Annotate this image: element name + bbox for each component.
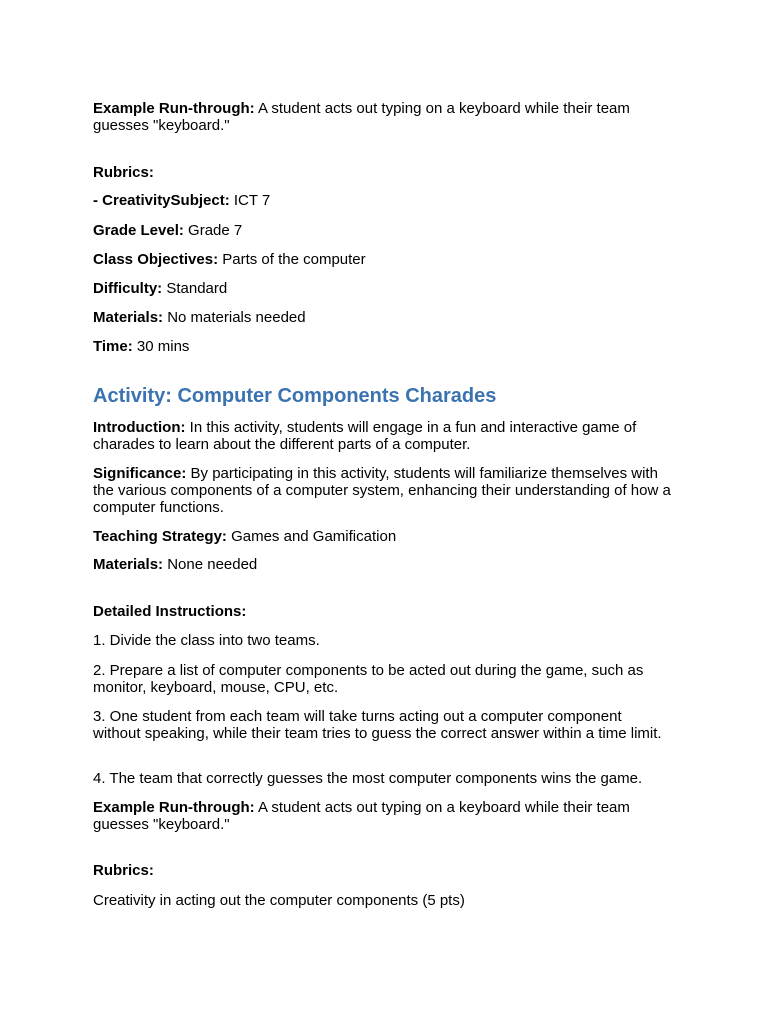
activity-title: Activity: Computer Components Charades [93,385,497,407]
materials-top-line [93,309,673,326]
field-text: In this activity, students will engage in a fun and interactive game of charades to learn about the different parts of a computer. [93,419,637,453]
field-label: Introduction: [93,419,186,436]
instruction-item: 3. One student from each team will take turns acting out a computer component without speaking, while their team tries to guess the correct answer within a time limit. [93,708,662,742]
field-label: Time: [93,338,133,355]
creativity-subject-line [93,192,673,209]
significance-paragraph [93,465,673,516]
instruction-item: 2. Prepare a list of computer components to be acted out during the game, such as monitor, keyboard, mouse, CPU, etc. [93,662,644,696]
example-run-through-top [93,100,673,134]
field-value: Standard [162,280,228,297]
grade-level-line [93,222,673,239]
field-label: Example Run-through: [93,100,255,117]
field-label: Teaching Strategy: [93,528,227,545]
field-value: Games and Gamification [226,528,397,545]
rubrics-heading-top: Rubrics: [93,164,154,181]
field-label: Example Run-through: [93,799,255,816]
field-value: 30 mins [132,338,190,355]
detailed-instructions-heading: Detailed Instructions: [93,603,247,620]
field-label: Grade Level: [93,222,184,239]
field-value: No materials needed [163,309,306,326]
materials-activity-line [93,556,673,573]
field-value: ICT 7 [229,192,271,209]
instruction-item: 4. The team that correctly guesses the most computer components wins the game. [93,770,643,787]
field-label: Difficulty: [93,280,163,297]
field-text: A student acts out typing on a keyboard while their team guesses "keyboard." [93,100,630,134]
instruction-item: 1. Divide the class into two teams. [93,632,320,649]
field-text: A student acts out typing on a keyboard while their team guesses "keyboard." [93,799,630,833]
rubric-item: Creativity in acting out the computer components (5 pts) [93,892,465,909]
introduction-paragraph [93,419,673,453]
field-value: Parts of the computer [218,251,366,268]
field-label: Significance: [93,465,187,482]
field-value: None needed [163,556,258,573]
field-label: Materials: [93,556,164,573]
field-label: Class Objectives: [93,251,219,268]
field-label: - CreativitySubject: [93,192,230,209]
time-line [93,338,673,355]
example-run-through-bottom [93,799,673,833]
difficulty-line [93,280,673,297]
field-label: Materials: [93,309,164,326]
field-value: Grade 7 [183,222,243,239]
field-text: By participating in this activity, students will familiarize themselves with the various components of a computer system, enhancing their understanding of how a computer functions. [93,465,671,516]
class-objectives-line [93,251,673,268]
rubrics-heading-bottom: Rubrics: [93,862,154,879]
teaching-strategy-line [93,528,673,545]
